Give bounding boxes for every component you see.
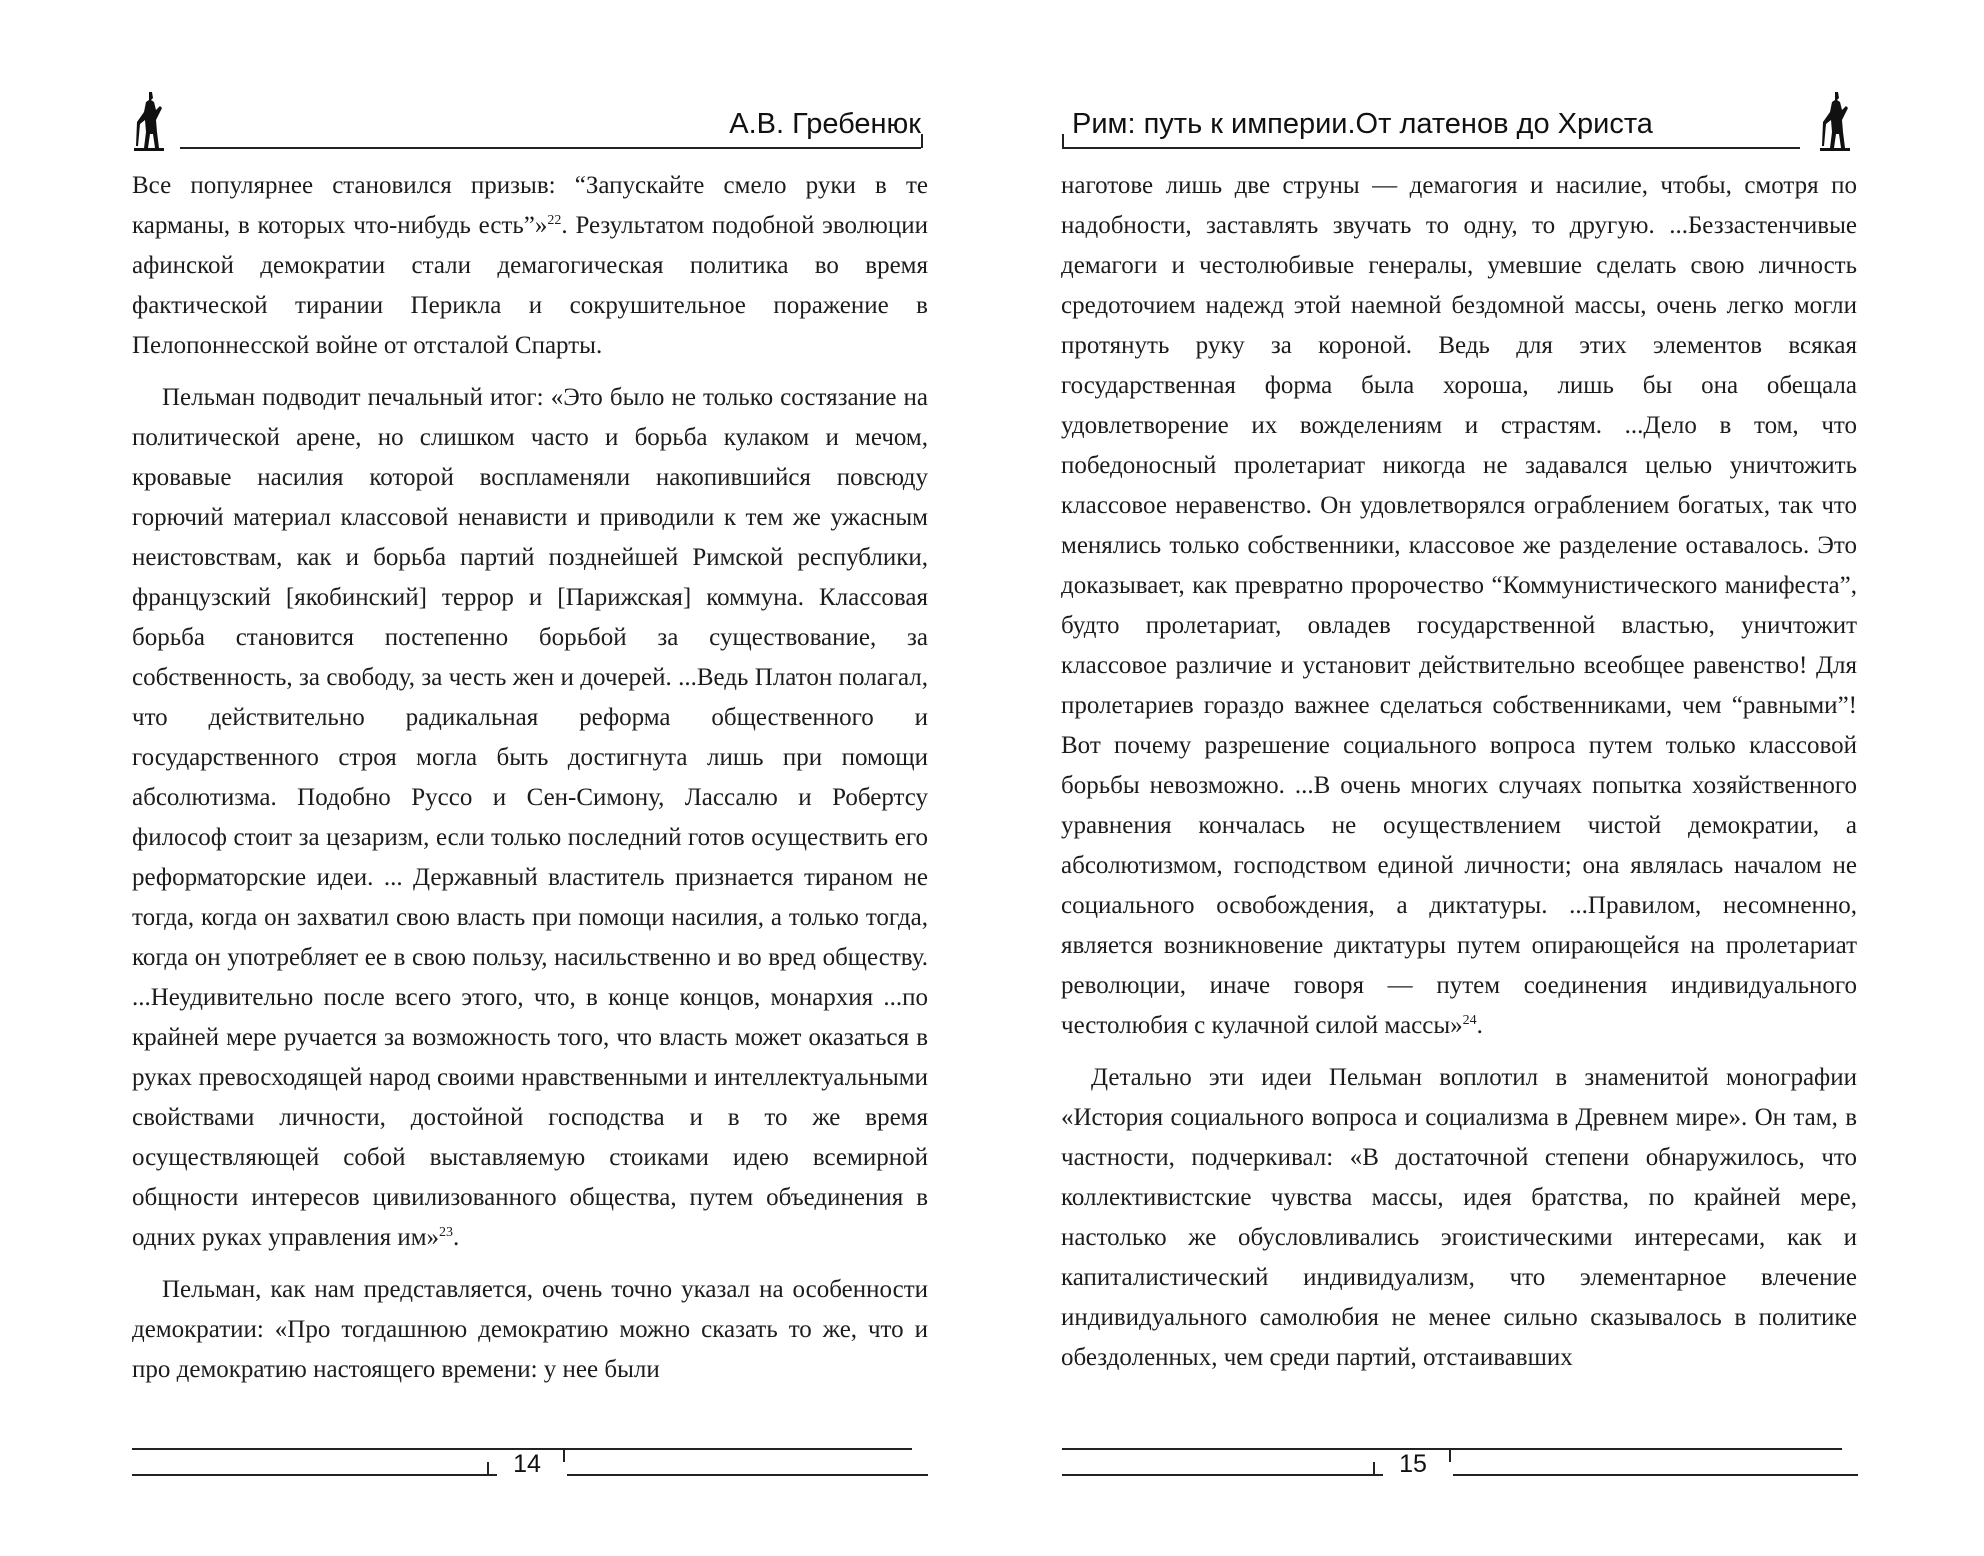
paragraph: Детально эти идеи Пельман воплотил в знаменитой монографии «История социального вопроса и социализма в Древнем мире». Он там, в частности, подчеркивал: «В достаточной степени обнаружилось, что коллективистские чувства массы, идея братства, по крайней мере, настолько же обусловливались эгоистическими интересами, как и капиталистический индивидуализм, что элементарное влечение индивидуального самолюбия не менее сильно сказывалось в политике обездоленных, чем среди партий, отстаивавших: [1061, 1064, 1857, 1371]
folio-bracket: [1441, 1448, 1451, 1462]
warrior-figure-icon: [132, 90, 168, 152]
footnote-ref[interactable]: 23: [439, 1225, 454, 1240]
header-rule-hook: [921, 134, 923, 148]
footnote-ref[interactable]: 24: [1462, 1013, 1477, 1028]
header-rule-hook: [1062, 134, 1064, 148]
paragraph: Пельман подводит печальный итог: «Это было не только состязание на политической арене, но слишком часто и борьба кулаком и мечом, кровавые насилия которой воспламеняли накопившийся повсюду горючий материал классовой ненависти и приводили к тем же ужасным неистовствам, как и борьба партий позднейшей Римской республики, французский [якобинский] террор и [Парижская] коммуна. Классовая борьба становится постепенно борьбой за существование, за собственность, за свободу, за честь жен и дочерей. ...Ведь Платон полагал, что действительно радикальная реформа общественного и государственного строя могла быть достигнута лишь при помощи абсолютизма. Подобно Руссо и Сен-Симону, Лассалю и Робертсу философ стоит за цезаризм, если только последний готов осуществить его реформаторские идеи. ... Державный властитель признается тираном не тогда, когда он захватил свою власть при помощи насилия, а только тогда, когда он употребляет ее в свою пользу, насильственно и во вред обществу. ...Неудивительно после всего этого, что, в конце концов, монархия ...по крайней мере ручается за возможность того, что власть может оказаться в руках превосходящей народ своими нравственными и интеллектуальными свойствами личности, достойной господства и в то же время осуществляющей собой выставляемую стоиками идею всемирной общности интересов цивилизованного общества, путем объединения в одних руках управления им»$^{23}$.: [132, 384, 928, 1251]
running-head-author: А.В. Гребенюк: [729, 108, 921, 140]
folio-bracket: [1373, 1462, 1383, 1476]
paragraph: Все популярнее становился призыв: “Запускайте смело руки в те карманы, в которых что-нибудь есть”»$^{22}$. Результатом подобной эволюции афинской демократии стали демагогическая политика во время фактической тирании Перикла и сокрушительное поражение в Пелопоннесской войне от отсталой Спарты.: [132, 172, 928, 359]
right-page: [992, 0, 1984, 1556]
header-rule: [1062, 147, 1800, 149]
header-rule: [180, 147, 921, 149]
running-head-title: Рим: путь к империи.От латенов до Христа: [1072, 108, 1653, 140]
folio-bracket: [555, 1448, 565, 1462]
paragraph: Пельман, как нам представляется, очень точно указал на особенности демократии: «Про тогдашнюю демократию можно сказать то же, что и про демократию настоящего времени: у нее были: [132, 1276, 928, 1383]
page-number: 15: [1373, 1452, 1453, 1476]
footer-rule-bottom: [1062, 1474, 1858, 1476]
footer-rule-top: [1062, 1448, 1842, 1450]
paragraph: наготове лишь две струны — демагогия и насилие, чтобы, смотря по надобности, заставлять звучать то одну, то другую. ...Беззастенчивые демагоги и честолюбивые генералы, умевшие сделать свою личность средоточием надежд этой наемной бездомной массы, очень легко могли протянуть руку за короной. Ведь для этих элементов всякая государственная форма была хороша, лишь бы она обещала удовлетворение их вожделениям и страстям. ...Дело в том, что победоносный пролетариат никогда не задавался целью уничтожить классовое неравенство. Он удовлетворялся ограблением богатых, так что менялись только собственники, классовое же разделение оставалось. Это доказывает, как превратно пророчество “Коммунистического манифеста”, будто пролетариат, овладев государственной властью, уничтожит классовое различие и установит действительно всеобщее равенство! Для пролетариев гораздо важнее сделаться собственниками, чем “равными”! Вот почему разрешение социального вопроса путем только классовой борьбы невозможно. ...В очень многих случаях попытка хозяйственного уравнения кончалась не осуществлением чистой демократии, а абсолютизмом, господством единой личности; она являлась началом не социального освобождения, а диктатуры. ...Правилом, несомненно, является возникновение диктатуры путем опирающейся на пролетариат революции, иначе говоря — путем соединения индивидуального честолюбия с кулачной силой массы»$^{24}$.: [1061, 172, 1857, 1039]
page-number: 14: [487, 1452, 567, 1476]
footnote-ref[interactable]: 22: [547, 213, 562, 228]
page-body-text: [132, 166, 928, 1402]
page-body-text: [1061, 166, 1857, 1390]
warrior-figure-icon: [1818, 90, 1854, 152]
folio-bracket: [487, 1462, 497, 1476]
